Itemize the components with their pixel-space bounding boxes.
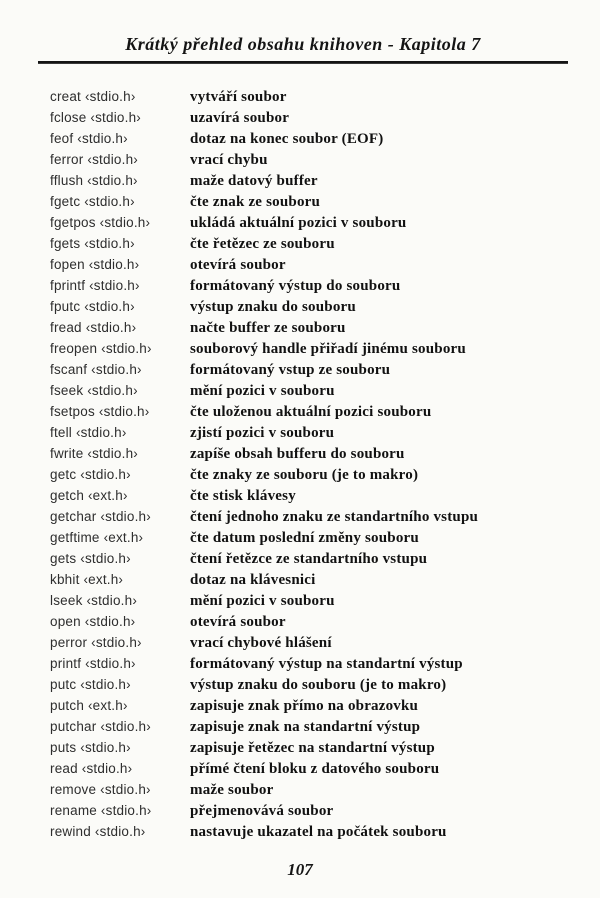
function-name: putc ‹stdio.h› [50,677,131,692]
function-row [50,548,580,569]
function-description: maže datový buffer [190,173,318,189]
function-name: open ‹stdio.h› [50,614,136,629]
function-row [50,569,580,590]
function-row [50,359,580,380]
function-name: gets ‹stdio.h› [50,551,131,566]
function-name: lseek ‹stdio.h› [50,593,138,608]
function-row [50,821,580,842]
function-row [50,443,580,464]
function-row [50,86,580,107]
function-row [50,380,580,401]
function-row [50,632,580,653]
function-description: mění pozici v souboru [190,593,335,609]
function-name: fsetpos ‹stdio.h› [50,404,150,419]
function-description: otevírá soubor [190,614,286,630]
function-row [50,422,580,443]
function-row [50,506,580,527]
function-description: zapisuje řetězec na standartní výstup [190,740,435,756]
function-name: freopen ‹stdio.h› [50,341,152,356]
function-row [50,674,580,695]
function-description: čte uloženou aktuální pozici souboru [190,404,432,420]
function-name: read ‹stdio.h› [50,761,133,776]
function-name: getch ‹ext.h› [50,488,128,503]
function-description: čte řetězec ze souboru [190,236,335,252]
function-description: přímé čtení bloku z datového souboru [190,761,440,777]
function-name: putchar ‹stdio.h› [50,719,151,734]
function-row [50,611,580,632]
function-description: nastavuje ukazatel na počátek souboru [190,824,447,840]
function-name: printf ‹stdio.h› [50,656,136,671]
function-description: mění pozici v souboru [190,383,335,399]
function-row [50,401,580,422]
function-name: fclose ‹stdio.h› [50,110,141,125]
function-description: formátovaný vstup ze souboru [190,362,391,378]
function-description: zapisuje znak přímo na obrazovku [190,698,419,714]
function-name: puts ‹stdio.h› [50,740,131,755]
function-row [50,716,580,737]
function-row [50,653,580,674]
function-description: čte znak ze souboru [190,194,321,210]
function-name: fseek ‹stdio.h› [50,383,138,398]
function-description: zapisuje znak na standartní výstup [190,719,421,735]
function-description: vrací chybové hlášení [190,635,332,651]
function-row [50,590,580,611]
function-row [50,317,580,338]
function-row [50,170,580,191]
function-name: fgetc ‹stdio.h› [50,194,135,209]
function-name: getchar ‹stdio.h› [50,509,151,524]
function-description: zapíše obsah bufferu do souboru [190,446,405,462]
chapter-header-title: Krátký přehled obsahu knihoven - Kapitola 7 [125,34,481,54]
function-row [50,275,580,296]
function-row [50,485,580,506]
function-row [50,737,580,758]
function-description: vrací chybu [190,152,268,168]
function-description: dotaz na klávesnici [190,572,316,588]
function-description: formátovaný výstup do souboru [190,278,401,294]
function-row [50,338,580,359]
function-description: čte znaky ze souboru (je to makro) [190,467,419,483]
function-description: uzavírá soubor [190,110,290,126]
function-name: ftell ‹stdio.h› [50,425,127,440]
function-name: rewind ‹stdio.h› [50,824,146,839]
function-name: fgetpos ‹stdio.h› [50,215,151,230]
function-row [50,779,580,800]
function-row [50,758,580,779]
function-row [50,464,580,485]
function-description: zjistí pozici v souboru [190,425,335,441]
function-row [50,107,580,128]
function-row [50,296,580,317]
function-row [50,233,580,254]
function-row [50,800,580,821]
function-row [50,149,580,170]
function-description: dotaz na konec soubor (EOF) [190,131,384,147]
function-name: fgets ‹stdio.h› [50,236,135,251]
function-name: putch ‹ext.h› [50,698,128,713]
function-row [50,695,580,716]
function-name: remove ‹stdio.h› [50,782,151,797]
function-description: maže soubor [190,782,274,798]
function-name: creat ‹stdio.h› [50,89,136,104]
function-name: perror ‹stdio.h› [50,635,142,650]
function-description: formátovaný výstup na standartní výstup [190,656,463,672]
function-description: ukládá aktuální pozici v souboru [190,215,407,231]
function-description: vytváří soubor [190,89,287,105]
function-description: výstup znaku do souboru [190,299,356,315]
function-description: čtení řetězce ze standartního vstupu [190,551,428,567]
function-description: načte buffer ze souboru [190,320,346,336]
function-description: čte stisk klávesy [190,488,296,504]
function-description: výstup znaku do souboru (je to makro) [190,677,447,693]
function-description: otevírá soubor [190,257,286,273]
page-number: 107 [287,860,313,879]
page-footer [0,860,600,880]
function-name: feof ‹stdio.h› [50,131,128,146]
function-name: fflush ‹stdio.h› [50,173,138,188]
function-name: rename ‹stdio.h› [50,803,152,818]
function-row [50,128,580,149]
function-list [50,86,580,842]
function-row [50,254,580,275]
function-name: fputc ‹stdio.h› [50,299,135,314]
function-row [50,527,580,548]
function-name: ferror ‹stdio.h› [50,152,138,167]
function-description: čte datum poslední změny souboru [190,530,419,546]
function-row [50,191,580,212]
function-name: fprintf ‹stdio.h› [50,278,140,293]
function-name: fscanf ‹stdio.h› [50,362,142,377]
header-rule [38,61,568,64]
function-name: fopen ‹stdio.h› [50,257,140,272]
function-name: fwrite ‹stdio.h› [50,446,138,461]
function-description: přejmenovává soubor [190,803,334,819]
function-name: kbhit ‹ext.h› [50,572,124,587]
function-name: getftime ‹ext.h› [50,530,144,545]
function-name: getc ‹stdio.h› [50,467,131,482]
page-header [38,34,568,64]
function-row [50,212,580,233]
function-description: souborový handle přiřadí jinému souboru [190,341,466,357]
function-name: fread ‹stdio.h› [50,320,137,335]
function-description: čtení jednoho znaku ze standartního vstupu [190,509,479,525]
